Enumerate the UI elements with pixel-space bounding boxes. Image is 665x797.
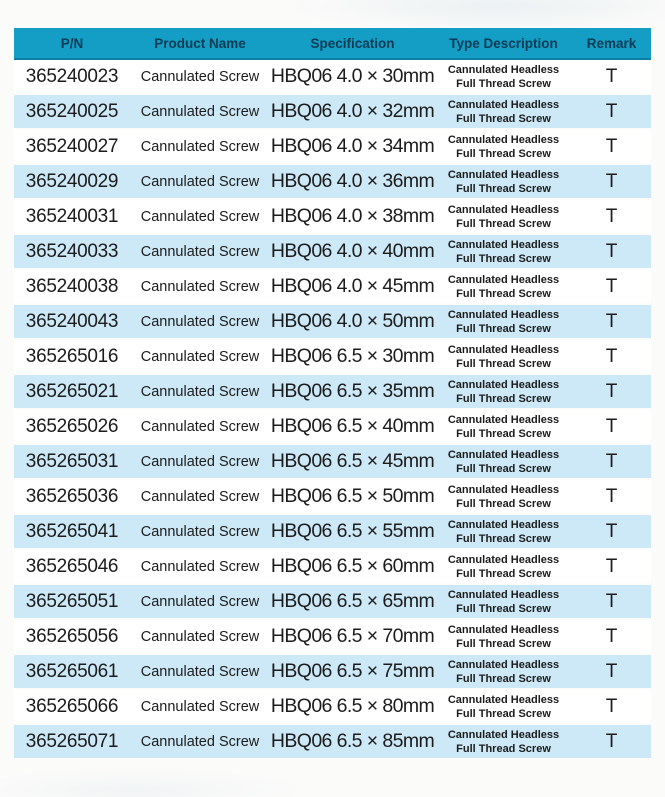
table-row [14, 409, 651, 444]
type-description-line2: Full Thread Screw [456, 252, 551, 265]
type-description-cell [435, 129, 572, 164]
product-name-cell: Cannulated Screw [140, 348, 260, 365]
product-name-cell: Cannulated Screw [140, 68, 260, 85]
type-description-line2: Full Thread Screw [456, 77, 551, 90]
type-description-line1: Cannulated Headless [447, 518, 560, 531]
type-description-line2: Full Thread Screw [456, 217, 551, 230]
type-description-line2: Full Thread Screw [456, 532, 551, 545]
specification-cell: HBQ06 6.5 × 30mm [270, 345, 435, 367]
product-name-cell: Cannulated Screw [140, 558, 260, 575]
specification-cell: HBQ06 4.0 × 32mm [270, 94, 435, 129]
specification-cell: HBQ06 4.0 × 30mm [270, 65, 435, 87]
remark-cell: T [572, 374, 651, 409]
specification-cell: HBQ06 6.5 × 70mm [270, 625, 435, 647]
table-row [14, 479, 651, 514]
remark-cell: T [605, 415, 618, 437]
table-row [14, 444, 651, 479]
product-name-cell: Cannulated Screw [140, 488, 260, 505]
remark-cell: T [605, 695, 618, 717]
type-description-line2: Full Thread Screw [456, 147, 551, 160]
type-description-cell [435, 164, 572, 199]
pn-cell: 365265066 [25, 695, 119, 717]
type-description-line2: Full Thread Screw [456, 742, 551, 755]
specification-cell: HBQ06 6.5 × 35mm [270, 374, 435, 409]
type-description-cell [435, 269, 572, 304]
table-row [14, 619, 651, 654]
product-name-cell: Cannulated Screw [130, 654, 270, 689]
remark-cell: T [572, 234, 651, 269]
type-description-line1: Cannulated Headless [447, 728, 560, 741]
header-row [14, 28, 651, 59]
type-description-line2: Full Thread Screw [456, 322, 551, 335]
type-description-cell [435, 94, 572, 129]
product-name-cell: Cannulated Screw [130, 164, 270, 199]
remark-cell: T [605, 65, 618, 87]
type-description-line2: Full Thread Screw [456, 672, 551, 685]
product-name-cell: Cannulated Screw [130, 304, 270, 339]
type-description-line2: Full Thread Screw [456, 567, 551, 580]
remark-cell: T [605, 345, 618, 367]
remark-cell: T [605, 275, 618, 297]
specification-cell: HBQ06 6.5 × 45mm [270, 444, 435, 479]
product-name-cell: Cannulated Screw [130, 724, 270, 759]
pn-cell: 365240025 [14, 94, 130, 129]
table-row [14, 59, 651, 94]
header-remark: Remark [572, 28, 651, 59]
remark-cell: T [572, 304, 651, 339]
remark-cell: T [572, 94, 651, 129]
type-description-line2: Full Thread Screw [456, 112, 551, 125]
product-name-cell: Cannulated Screw [130, 444, 270, 479]
type-description-line2: Full Thread Screw [456, 357, 551, 370]
type-description-line1: Cannulated Headless [447, 378, 560, 391]
table-row [14, 304, 651, 339]
pn-cell: 365240029 [14, 164, 130, 199]
pn-cell: 365240043 [14, 304, 130, 339]
type-description-line1: Cannulated Headless [447, 553, 560, 566]
header-product-name: Product Name [130, 28, 270, 59]
type-description-cell [435, 584, 572, 619]
table-row [14, 689, 651, 724]
type-description-line1: Cannulated Headless [447, 203, 560, 216]
specification-cell: HBQ06 4.0 × 50mm [270, 304, 435, 339]
remark-cell: T [605, 625, 618, 647]
table-row [14, 129, 651, 164]
product-name-cell: Cannulated Screw [140, 278, 260, 295]
specification-cell: HBQ06 6.5 × 60mm [270, 555, 435, 577]
specification-cell: HBQ06 4.0 × 36mm [270, 164, 435, 199]
pn-cell: 365265016 [25, 345, 119, 367]
pn-cell: 365240023 [25, 65, 119, 87]
type-description-cell [435, 514, 572, 549]
pn-cell: 365265021 [14, 374, 130, 409]
header-type-description: Type Description [435, 28, 572, 59]
type-description-line1: Cannulated Headless [447, 308, 560, 321]
type-description-line2: Full Thread Screw [456, 637, 551, 650]
type-description-cell [435, 689, 572, 724]
table-header [14, 28, 651, 59]
table-row [14, 94, 651, 129]
specification-cell: HBQ06 6.5 × 75mm [270, 654, 435, 689]
product-name-cell: Cannulated Screw [130, 94, 270, 129]
pn-cell: 365240033 [14, 234, 130, 269]
type-description-cell [435, 444, 572, 479]
pn-cell: 365265046 [25, 555, 119, 577]
type-description-line1: Cannulated Headless [447, 623, 560, 636]
table-row [14, 164, 651, 199]
specification-cell: HBQ06 4.0 × 38mm [270, 205, 435, 227]
type-description-line2: Full Thread Screw [456, 287, 551, 300]
type-description-line2: Full Thread Screw [456, 707, 551, 720]
pn-cell: 365265051 [14, 584, 130, 619]
type-description-line1: Cannulated Headless [447, 693, 560, 706]
type-description-line1: Cannulated Headless [447, 588, 560, 601]
product-name-cell: Cannulated Screw [140, 418, 260, 435]
remark-cell: T [572, 514, 651, 549]
specification-cell: HBQ06 4.0 × 40mm [270, 234, 435, 269]
pn-cell: 365240038 [25, 275, 119, 297]
type-description-line1: Cannulated Headless [447, 483, 560, 496]
pn-cell: 365240031 [25, 205, 119, 227]
pn-cell: 365265071 [14, 724, 130, 759]
type-description-line1: Cannulated Headless [447, 63, 560, 76]
type-description-cell [435, 479, 572, 514]
product-name-cell: Cannulated Screw [130, 514, 270, 549]
type-description-cell [435, 619, 572, 654]
type-description-line1: Cannulated Headless [447, 98, 560, 111]
remark-cell: T [605, 485, 618, 507]
specification-cell: HBQ06 6.5 × 80mm [270, 695, 435, 717]
remark-cell: T [605, 555, 618, 577]
type-description-cell [435, 304, 572, 339]
specification-cell: HBQ06 4.0 × 45mm [270, 275, 435, 297]
type-description-line2: Full Thread Screw [456, 602, 551, 615]
table-row [14, 724, 651, 759]
table-row [14, 514, 651, 549]
table-row [14, 584, 651, 619]
type-description-cell [435, 339, 572, 374]
type-description-line1: Cannulated Headless [447, 658, 560, 671]
type-description-cell [435, 549, 572, 584]
pn-cell: 365265056 [25, 625, 119, 647]
specification-cell: HBQ06 6.5 × 85mm [270, 724, 435, 759]
table-row [14, 549, 651, 584]
specification-cell: HBQ06 6.5 × 50mm [270, 485, 435, 507]
remark-cell: T [572, 724, 651, 759]
table-row [14, 199, 651, 234]
type-description-line2: Full Thread Screw [456, 462, 551, 475]
type-description-cell [435, 199, 572, 234]
specification-cell: HBQ06 6.5 × 40mm [270, 415, 435, 437]
type-description-line1: Cannulated Headless [447, 133, 560, 146]
pn-cell: 365265041 [14, 514, 130, 549]
header-pn: P/N [14, 28, 130, 59]
remark-cell: T [572, 444, 651, 479]
type-description-cell [435, 409, 572, 444]
remark-cell: T [572, 164, 651, 199]
product-name-cell: Cannulated Screw [140, 138, 260, 155]
table-row [14, 374, 651, 409]
type-description-line1: Cannulated Headless [447, 273, 560, 286]
type-description-cell [435, 374, 572, 409]
type-description-line2: Full Thread Screw [456, 182, 551, 195]
pn-cell: 365265061 [14, 654, 130, 689]
product-table [14, 28, 651, 760]
type-description-line1: Cannulated Headless [447, 448, 560, 461]
type-description-cell [435, 234, 572, 269]
table-row [14, 269, 651, 304]
header-specification: Specification [270, 28, 435, 59]
type-description-cell [435, 59, 572, 94]
product-name-cell: Cannulated Screw [140, 698, 260, 715]
table-row [14, 339, 651, 374]
product-name-cell: Cannulated Screw [140, 628, 260, 645]
type-description-line2: Full Thread Screw [456, 497, 551, 510]
product-name-cell: Cannulated Screw [130, 234, 270, 269]
type-description-line2: Full Thread Screw [456, 427, 551, 440]
pn-cell: 365265036 [25, 485, 119, 507]
type-description-cell [435, 654, 572, 689]
table-row [14, 654, 651, 689]
remark-cell: T [605, 205, 618, 227]
specification-cell: HBQ06 6.5 × 55mm [270, 514, 435, 549]
type-description-line1: Cannulated Headless [447, 413, 560, 426]
type-description-line1: Cannulated Headless [447, 238, 560, 251]
specification-cell: HBQ06 6.5 × 65mm [270, 584, 435, 619]
product-name-cell: Cannulated Screw [140, 208, 260, 225]
type-description-line1: Cannulated Headless [447, 168, 560, 181]
table-row [14, 234, 651, 269]
remark-cell: T [572, 584, 651, 619]
type-description-line2: Full Thread Screw [456, 392, 551, 405]
type-description-cell [435, 724, 572, 759]
pn-cell: 365265026 [25, 415, 119, 437]
pn-cell: 365240027 [25, 135, 119, 157]
product-name-cell: Cannulated Screw [130, 584, 270, 619]
product-name-cell: Cannulated Screw [130, 374, 270, 409]
remark-cell: T [572, 654, 651, 689]
remark-cell: T [605, 135, 618, 157]
specification-cell: HBQ06 4.0 × 34mm [270, 135, 435, 157]
pn-cell: 365265031 [14, 444, 130, 479]
type-description-line1: Cannulated Headless [447, 343, 560, 356]
table-body [14, 59, 651, 759]
